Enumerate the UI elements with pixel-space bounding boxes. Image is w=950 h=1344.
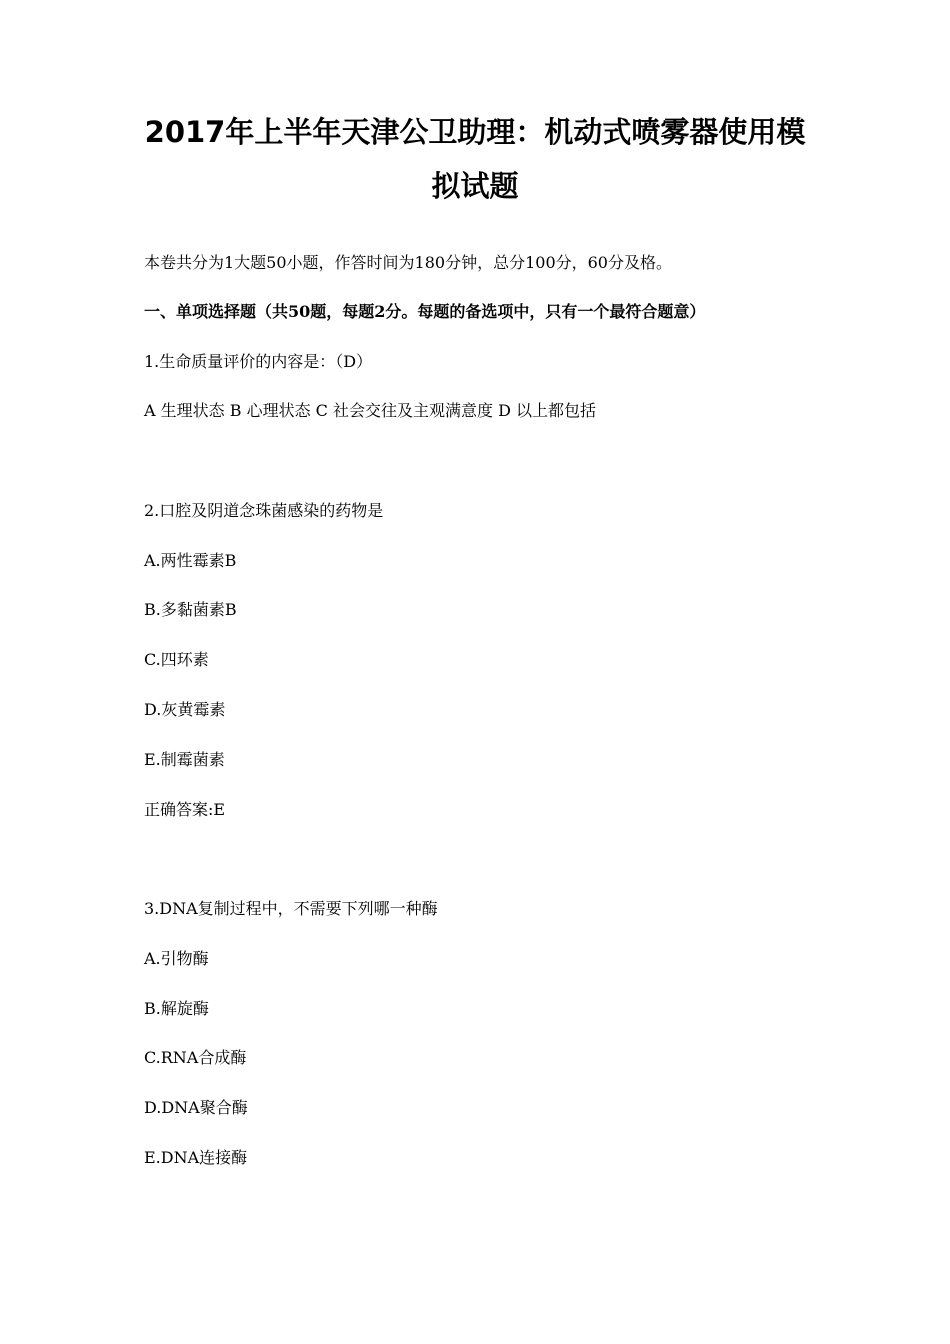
question-2-option-d: D.灰黄霉素 [144, 700, 226, 719]
question-3-option-b: B.解旋酶 [144, 999, 209, 1018]
document-title-line-1: 2017年上半年天津公卫助理：机动式喷雾器使用模 [144, 115, 806, 149]
question-2-option-b: B.多黏菌素B [144, 600, 237, 619]
question-2-option-c: C.四环素 [144, 650, 209, 669]
question-1-stem: 1.生命质量评价的内容是：（D） [144, 352, 373, 371]
question-3-stem: 3.DNA复制过程中，不需要下列哪一种酶 [144, 899, 438, 918]
question-2-answer: 正确答案:E [144, 800, 226, 819]
question-3-option-e: E.DNA连接酶 [144, 1148, 248, 1167]
question-2-option-e: E.制霉菌素 [144, 750, 225, 769]
question-2-stem: 2.口腔及阴道念珠菌感染的药物是 [144, 501, 384, 520]
section-heading: 一、单项选择题（共50题，每题2分。每题的备选项中，只有一个最符合题意） [144, 302, 706, 321]
exam-intro: 本卷共分为1大题50小题，作答时间为180分钟，总分100分，60分及格。 [144, 253, 672, 272]
question-3-option-a: A.引物酶 [144, 949, 209, 968]
question-3-option-c: C.RNA合成酶 [144, 1048, 247, 1067]
document-title-line-2: 拟试题 [431, 169, 519, 203]
question-2-option-a: A.两性霉素B [144, 551, 237, 570]
question-3-option-d: D.DNA聚合酶 [144, 1098, 248, 1117]
question-1-options: A 生理状态 B 心理状态 C 社会交往及主观满意度 D 以上都包括 [144, 401, 596, 420]
